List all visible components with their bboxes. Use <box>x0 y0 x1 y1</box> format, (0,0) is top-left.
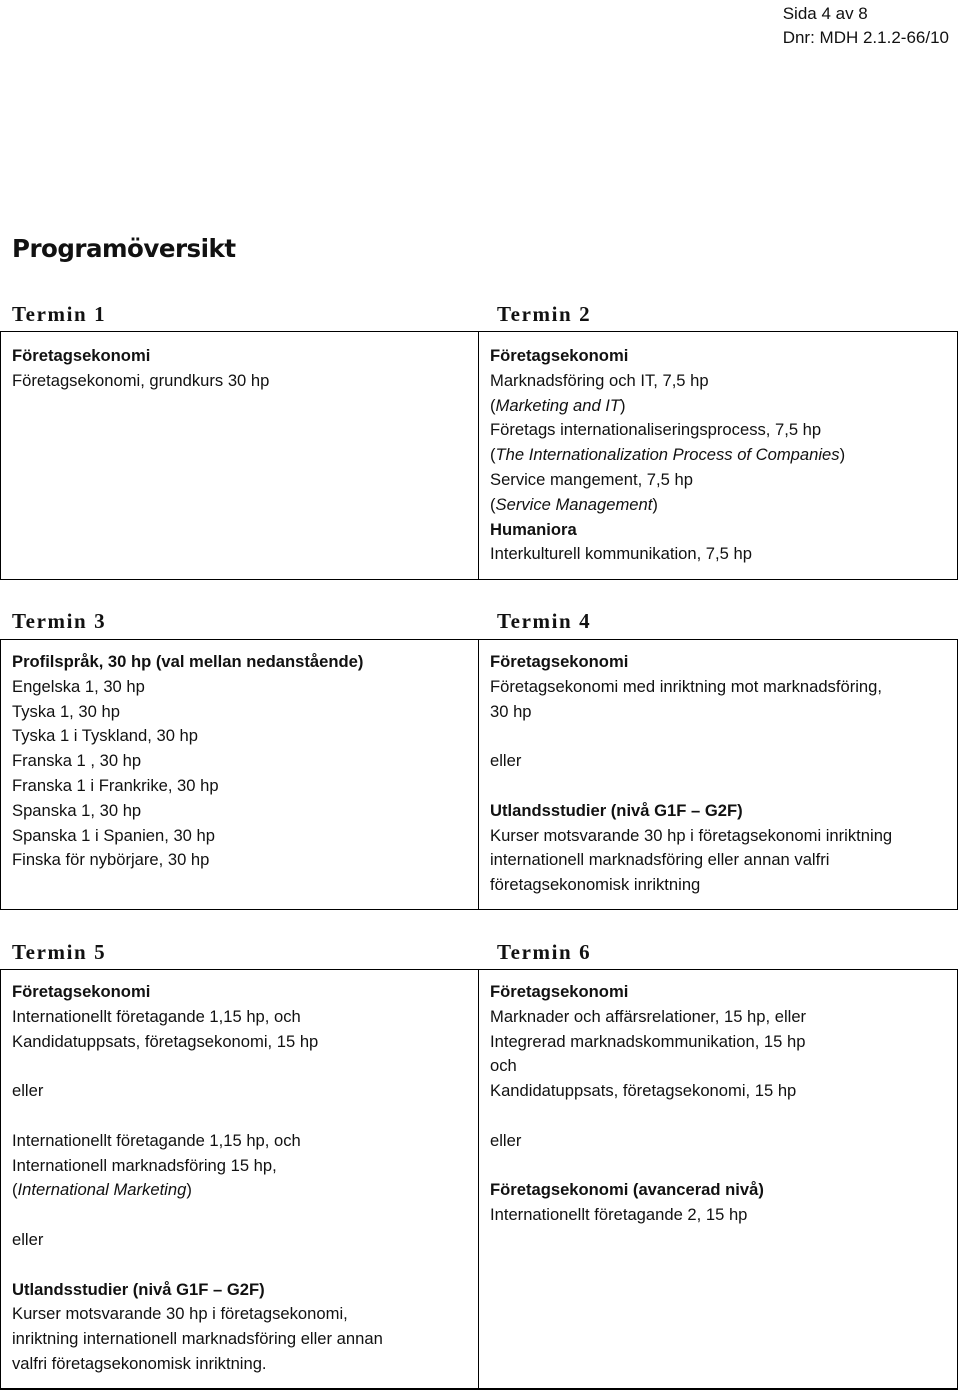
line-text: företagsekonomisk inriktning <box>490 875 701 895</box>
blank-line <box>490 1154 806 1179</box>
course-line <box>12 1228 383 1253</box>
line-text: eller <box>12 1229 44 1249</box>
section-heading <box>12 344 269 369</box>
term-1-content <box>12 344 269 394</box>
line-text: internationell marknadsföring eller annan valfri <box>490 850 830 870</box>
term-6-heading: Termin 6 <box>497 940 592 964</box>
line-text: Service mangement, 7,5 hp <box>490 469 693 489</box>
course-line <box>490 493 845 518</box>
document-number: Dnr: MDH 2.1.2-66/10 <box>782 28 949 47</box>
course-line <box>490 1079 806 1104</box>
line-text: Företagsekonomi <box>12 346 151 365</box>
term-2-content <box>490 344 845 567</box>
blank-line <box>490 1104 806 1129</box>
line-text: eller <box>490 751 522 771</box>
course-line <box>490 675 892 700</box>
line-text: Företagsekonomi (avancerad nivå) <box>490 1180 764 1200</box>
term-3-heading: Termin 3 <box>12 609 107 633</box>
line-text: Internationellt företagande 1,15 hp, och <box>12 1130 301 1150</box>
page-title: Programöversikt <box>12 234 236 263</box>
blank-line <box>490 724 892 749</box>
blank-line <box>12 1253 383 1278</box>
line-text: Företagsekonomi <box>12 982 151 1001</box>
line-text: ) <box>620 395 626 415</box>
line-text: eller <box>12 1081 44 1101</box>
english-course-title: Service Management <box>495 494 653 514</box>
course-line <box>490 848 892 873</box>
line-text: Kandidatuppsats, företagsekonomi, 15 hp <box>12 1031 319 1051</box>
english-course-title: International Marketing <box>17 1180 187 1200</box>
blank-line <box>12 1054 383 1079</box>
line-text: ) <box>186 1180 192 1200</box>
term-6-content <box>490 980 806 1228</box>
course-line <box>12 824 363 849</box>
line-text: Marknader och affärsrelationer, 15 hp, eller <box>490 1006 807 1026</box>
term-4-content <box>490 650 892 898</box>
line-text: Humaniora <box>490 519 577 539</box>
section-heading <box>490 980 806 1005</box>
line-text: Profilspråk, 30 hp (val mellan nedanstående) <box>12 652 364 671</box>
line-text: Företagsekonomi <box>490 346 629 365</box>
term-4-heading: Termin 4 <box>497 609 592 633</box>
course-line <box>12 848 363 873</box>
english-course-title: The Internationalization Process of Companies <box>495 445 840 465</box>
course-line <box>490 443 845 468</box>
course-line <box>12 774 363 799</box>
line-text: Kurser motsvarande 30 hp i företagsekonomi, <box>12 1304 348 1324</box>
course-line <box>490 1129 806 1154</box>
blank-line <box>12 1203 383 1228</box>
course-line <box>12 1352 383 1377</box>
course-line <box>12 675 363 700</box>
course-line <box>12 1129 383 1154</box>
line-text: Interkulturell kommunikation, 7,5 hp <box>490 544 752 564</box>
line-text: Spanska 1, 30 hp <box>12 800 142 820</box>
section-heading <box>490 1178 806 1203</box>
line-text: eller <box>490 1130 522 1150</box>
line-text: ) <box>652 494 658 514</box>
section-heading <box>12 980 383 1005</box>
line-text: Tyska 1, 30 hp <box>12 701 120 721</box>
line-text: Spanska 1 i Spanien, 30 hp <box>12 825 215 845</box>
term-2-heading: Termin 2 <box>497 302 592 326</box>
term-5-heading: Termin 5 <box>12 940 107 964</box>
line-text: ) <box>839 445 846 465</box>
course-line <box>490 700 892 725</box>
course-line <box>12 749 363 774</box>
line-text: Marknadsföring och IT, 7,5 hp <box>490 370 709 390</box>
course-line <box>490 394 845 419</box>
line-text: Engelska 1, 30 hp <box>12 676 145 696</box>
course-line <box>490 873 892 898</box>
course-line <box>12 1030 383 1055</box>
line-text: Utlandsstudier (nivå G1F – G2F) <box>490 800 743 820</box>
line-text: ( <box>490 494 496 514</box>
line-text: Företagsekonomi <box>490 652 629 671</box>
course-line <box>490 1005 806 1030</box>
term-5-content <box>12 980 383 1377</box>
line-text: Franska 1 i Frankrike, 30 hp <box>12 775 219 795</box>
line-text: Kandidatuppsats, företagsekonomi, 15 hp <box>490 1081 797 1101</box>
course-line <box>12 1079 383 1104</box>
course-line <box>490 369 845 394</box>
course-line <box>12 1327 383 1352</box>
line-text: ( <box>490 395 496 415</box>
course-line <box>490 1054 806 1079</box>
section-heading <box>490 650 892 675</box>
line-text: Internationellt företagande 1,15 hp, och <box>12 1006 301 1026</box>
line-text: Företagsekonomi <box>490 982 629 1001</box>
section-heading <box>490 344 845 369</box>
line-text: valfri företagsekonomisk inriktning. <box>12 1353 267 1373</box>
course-line <box>12 1178 383 1203</box>
line-text: Utlandsstudier (nivå G1F – G2F) <box>12 1279 265 1299</box>
course-line <box>12 799 363 824</box>
term-3-content <box>12 650 363 873</box>
course-line <box>12 1154 383 1179</box>
section-heading <box>12 650 363 675</box>
column-divider <box>478 639 479 910</box>
course-line <box>490 749 892 774</box>
section-heading <box>12 1278 383 1303</box>
course-line <box>490 468 845 493</box>
course-line <box>490 1203 806 1228</box>
term-1-heading: Termin 1 <box>12 302 107 326</box>
english-course-title: Marketing and IT <box>495 395 621 415</box>
line-text: Internationellt företagande 2, 15 hp <box>490 1205 748 1225</box>
course-line <box>490 418 845 443</box>
line-text: Företagsekonomi, grundkurs 30 hp <box>12 370 270 390</box>
course-line <box>12 700 363 725</box>
course-line <box>490 824 892 849</box>
line-text: Internationell marknadsföring 15 hp, <box>12 1155 277 1175</box>
course-line <box>490 1030 806 1055</box>
course-line <box>12 369 269 394</box>
section-heading <box>490 799 892 824</box>
section-heading <box>490 518 845 543</box>
blank-line <box>12 1104 383 1129</box>
line-text: Integrerad marknadskommunikation, 15 hp <box>490 1031 806 1051</box>
line-text: ( <box>490 445 496 465</box>
blank-line <box>490 774 892 799</box>
column-divider <box>478 331 479 580</box>
line-text: 30 hp <box>490 701 532 721</box>
course-line <box>12 724 363 749</box>
page-header <box>783 2 949 50</box>
line-text: Franska 1 , 30 hp <box>12 751 142 771</box>
line-text: Företagsekonomi med inriktning mot marknadsföring, <box>490 676 882 696</box>
line-text: Finska för nybörjare, 30 hp <box>12 850 210 870</box>
course-line <box>12 1302 383 1327</box>
line-text: och <box>490 1056 517 1076</box>
line-text: Tyska 1 i Tyskland, 30 hp <box>12 726 199 746</box>
line-text: inriktning internationell marknadsföring eller annan <box>12 1329 383 1349</box>
course-line <box>490 542 845 567</box>
line-text: Företags internationaliseringsprocess, 7,5 hp <box>490 420 822 440</box>
course-line <box>12 1005 383 1030</box>
line-text: ( <box>12 1180 18 1200</box>
line-text: Kurser motsvarande 30 hp i företagsekonomi inriktning <box>490 825 893 845</box>
page-number: Sida 4 av 8 <box>782 4 868 23</box>
column-divider <box>478 969 479 1390</box>
